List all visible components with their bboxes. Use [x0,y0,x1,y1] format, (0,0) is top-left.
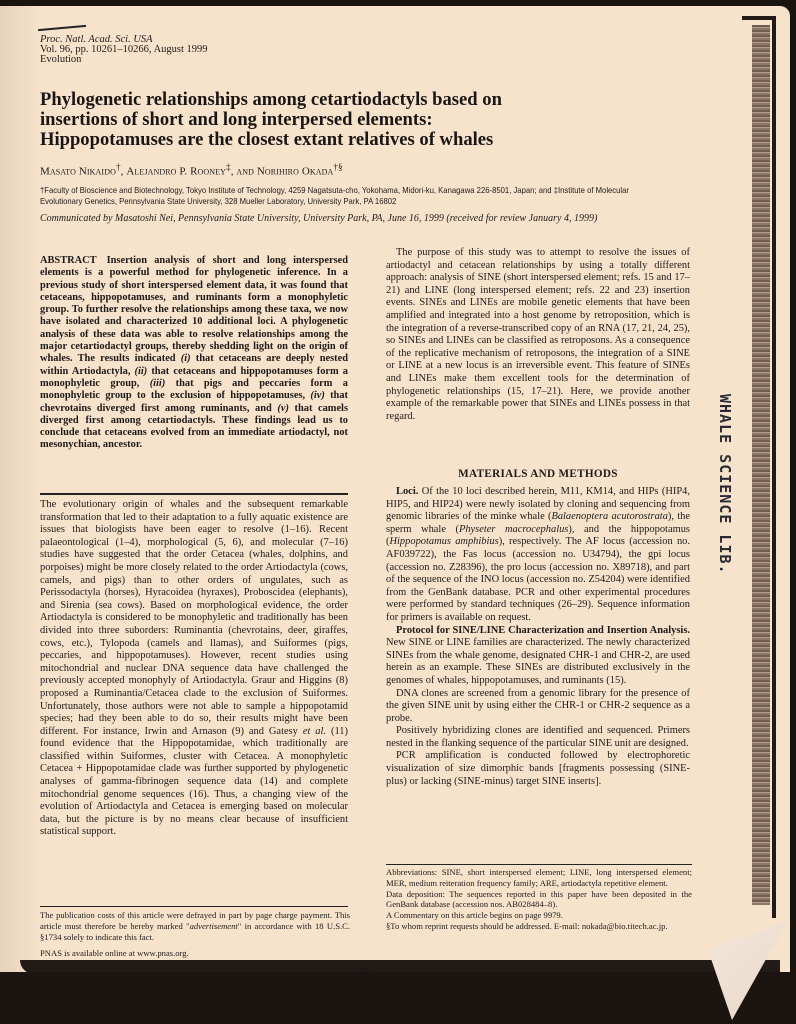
page-number: 10261 [352,966,380,978]
abstract-item-marker: (v) [277,402,289,414]
data-deposition-note: Data deposition: The sequences reported in this paper have been deposited in the GenBank database (accession nos. AB028484–8). [386,888,692,910]
methods-text: ), the sperm whale ( [386,511,690,535]
author-separator: , and [230,165,257,178]
protocol-label: Protocol for SINE/LINE Characterization and Insertion Analysis. [396,624,690,636]
author-mark: ‡ [226,162,231,172]
section-heading-methods: MATERIALS AND METHODS [458,468,618,480]
footnote-left [40,910,350,959]
footnote-advertisement: advertisement [189,921,238,931]
footnote-divider [386,864,692,865]
author-name: Alejandro P. Rooney [126,165,227,178]
author-name: Masato Nikaido [40,165,116,178]
abstract-divider [40,493,348,495]
journal-volume: Vol. 96, pp. 10261–10266, August 1999 [40,44,208,55]
footnote-text: The publication costs of this article were defrayed in part by page charge payment. This article must therefore be hereby marked " [40,910,350,931]
title-line: Hippopotamuses are the closest extant relatives of whales [40,129,494,150]
species-name: Physeter macrocephalus [458,523,569,535]
abstract-text: Insertion analysis of short and long interspersed elements is a powerful method for phylogenetic inference. In a previous study of short interspersed element data, it was found that cetaceans, hippopotamuses, and ruminants form a monophyletic group. To further resolve the relationships among these taxa, we now have isolated and characterized 10 additional loci. A phylogenetic analysis of these data was able to resolve relationships among the major cetartiodactyl groups, thereby shedding light on the origin of whales. The results indicated [40,255,348,365]
methods [386,486,690,788]
footnote-text: " in accordance with 18 U.S.C. §1734 solely to indicate this fact. [40,921,351,942]
methods-text: ), and the hippopotamus ( [386,523,690,548]
title-line: insertions of short and long interpersed elements: [40,109,433,130]
hybridizing-paragraph: Positively hybridizing clones are identified and sequenced. Primers nested in the flanking sequence of the particular SINE unit are designed. [386,725,690,749]
pcr-paragraph: PCR amplification is conducted followed by electrophoretic visualization of size dimorphic bands [fragments possessing (SINE-plus) or lacking (SINE-minus) target SINE inserts]. [386,750,690,787]
abstract-item-marker: (iii) [149,377,166,389]
abstract-text: that chevrotains diverged first among ruminants, and [40,390,348,414]
library-stamp [700,394,744,575]
abstract-text: that cetaceans are deeply nested within Artiodactyla, [40,353,348,377]
binding-edge-top [742,16,776,20]
intro-text: (11) found evidence that the Hippopotamidae, which traditionally are classified within Suiformes, cluster with Cetacea. A monophyletic Cetacea + Hippopotamidae clade was further supported by phylogenetic analyses of gamma-fibrinogen sequence data (14) and complete mitochondrial genome sequences (16). Thus, a changing view of the evolution of Artiodactyla and Cetacea is emerging based on molecular data, but the picture is by no means clear because of insufficient statistical support. [40,725,348,838]
introduction [40,499,348,839]
author-name: Norihiro Okada [256,165,334,178]
journal-name: Proc. Natl. Acad. Sci. USA [40,34,153,45]
dna-clones-paragraph: DNA clones are screened from a genomic library for the presence of the given SINE unit by using either the CHR-1 or CHR-2 sequence as a probe. [386,687,690,724]
scanner-background [0,972,790,1024]
author-mark: † [115,162,121,172]
abstract [40,255,348,452]
methods-text: ), respectively. The AF locus (accession no. AF039722), the Fas locus (accession no. U34794), the gpi locus (accession no. Z28396), the pro locus (accession no. X89718), and part of the sequence of the INO locus (accession no. Z54204) were identified from the GenBank database. PCR and other experimental procedures were performed by standard techniques (26–29). Sequence information for primers is available on request. [386,536,690,623]
abstract-item-marker: (ii) [134,365,148,377]
purpose-paragraph: The purpose of this study was to attempt to resolve the issues of artiodactyl and cetacean relationships by using a totally different approach: analysis of SINE (short interspersed element; refs. 15 and 17–21) and LINE (long interspersed element; refs. 22 and 23) insertion events. SINEs and LINEs are mobile genetic elements that have been amplified and integrated into a host genome by retroposition, which is the integration of a reverse-transcribed copy of an RNA (17, 21, 24, 25), so SINEs and LINEs can be classified as retroposons. As a consequence of the replicative mechanism of retroposons, the integration of a SINE or LINE at a new locus is an irreversible event. This feature of SINEs and LINEs make them excellent tools for the determination of phylogenetic relationships (15, 17–21). Here, we provide another example of the remarkable power that SINEs and LINEs possess in that regard. [386,247,690,422]
article-title [40,90,690,150]
commentary-note: A Commentary on this article begins on page 9979. [386,910,563,921]
journal-section: Evolution [40,54,82,65]
intro-etal: et al. [302,725,327,737]
communicated-by: Communicated by Masatoshi Nei, Pennsylvania State University, University Park, PA, June 16, 1999 (received for review January 4, 1999) [40,213,598,224]
protocol-paragraph [386,625,690,688]
abstract-label: ABSTRACT [40,255,97,266]
intro-text: The evolutionary origin of whales and the subsequent remarkable transformation that led to their adaptation to a fully aquatic existence are issues that biologists have been eager to resolve (1–16). Recent palaeontological (1–4), morphological (5, 6), and molecular (7–16) studies have suggested that the order Cetacea (whales, dolphins, and porpoises) might be more closely related to the order Artiodactyla (cows, camels, and pigs) than to other orders of ungulates, such as Perissodactyla (horses), Hyracoidea (hyraxes), Proboscidea (elephants), and Sirenia (sea cows). Based on morphological evidence, the order Artiodactyla is considered to be monophyletic and traditionally has been divided into three suborders: Ruminantia (chevrotains, deer, giraffes, cows, etc.), Tylopoda (camels and llamas), and Suiformes (pigs, peccaries, and hippopotamuses). However, recent studies using mitochondrial and nuclear DNA sequence data have challenged the previously accepted monophyly of Artiodactyla. Graur and Higgins (8) proposed a Ruminantia/Cetacea clade to the exclusion of Suiformes. Unfortunately, those authors were not able to sample a hippopotamid species; had they been able to do so, their results might have been different. For instance, Irwin and Arnason (9) and Gatesy [40,499,348,737]
species-name: Balaenoptera acutorostrata [551,511,668,523]
abstract-text: that camels diverged first among cetartiodactyls. These findings lead us to conclude that cetaceans evolved from an immediate artiodactyl, not mesonychian, ancestor. [40,402,348,451]
author-separator: , [120,165,127,178]
journal-header [40,35,208,65]
methods-text: New SINE or LINE families are characterized. The newly characterized SINEs from the whale genome, designated CHR-1 and CHR-2, are used herein as an example. These SINEs are distributed exclusively in the genomes of whales, hippopotamuses, and ruminants (15). [386,637,690,686]
footnote-right [386,867,692,932]
publication-cost-note [40,910,350,943]
reprint-note: §To whom reprint requests should be addressed. E-mail: nokada@bio.titech.ac.jp. [386,920,668,931]
loci-label: Loci. [396,486,419,497]
affiliations: †Faculty of Bioscience and Biotechnology, Tokyo Institute of Technology, 4259 Nagatsuta-cho, Yokohama, Midori-ku, Kanagawa 226-8501, Japan; and ‡Institute of Molecular Evolutionary Genetics, Pennsylvania State University, 328 Mueller Laboratory, University Park, PA 16802 [40,186,629,206]
methods-text: Of the 10 loci described herein, M11, KM14, and HIPs (HIP4, HIP5, and HIP24) were newly isolated by cloning and sequencing from genomic libraries of the minke whale ( [386,486,690,523]
loci-paragraph [386,486,690,625]
binding-edge-shadow [752,25,770,905]
footnote-divider [40,906,348,907]
pnas-online-note: PNAS is available online at www.pnas.org. [40,948,189,958]
author-mark: †§ [333,162,343,172]
title-line: Phylogenetic relationships among cetartiodactyls based on [40,89,502,110]
abstract-item-marker: (i) [180,353,191,365]
library-stamp-text: WHALE SCIENCE LIB. [716,394,734,575]
species-name: Hippopotamus amphibius [389,536,499,548]
abstract-text: that cetaceans and hippopotamuses form a monophyletic group, [40,365,348,389]
abstract-item-marker: (iv) [310,390,325,402]
binding-edge-line [772,18,776,918]
author-list [40,162,343,178]
abbreviations-note: Abbreviations: SINE, short interspersed element; LINE, long interspersed element; MER, medium reiteration frequency family; ARE, artiodactyla repetitive element. [386,867,692,888]
abstract-text: that pigs and peccaries form a monophyletic group to the exclusion of hippopotamuses, [40,377,348,402]
